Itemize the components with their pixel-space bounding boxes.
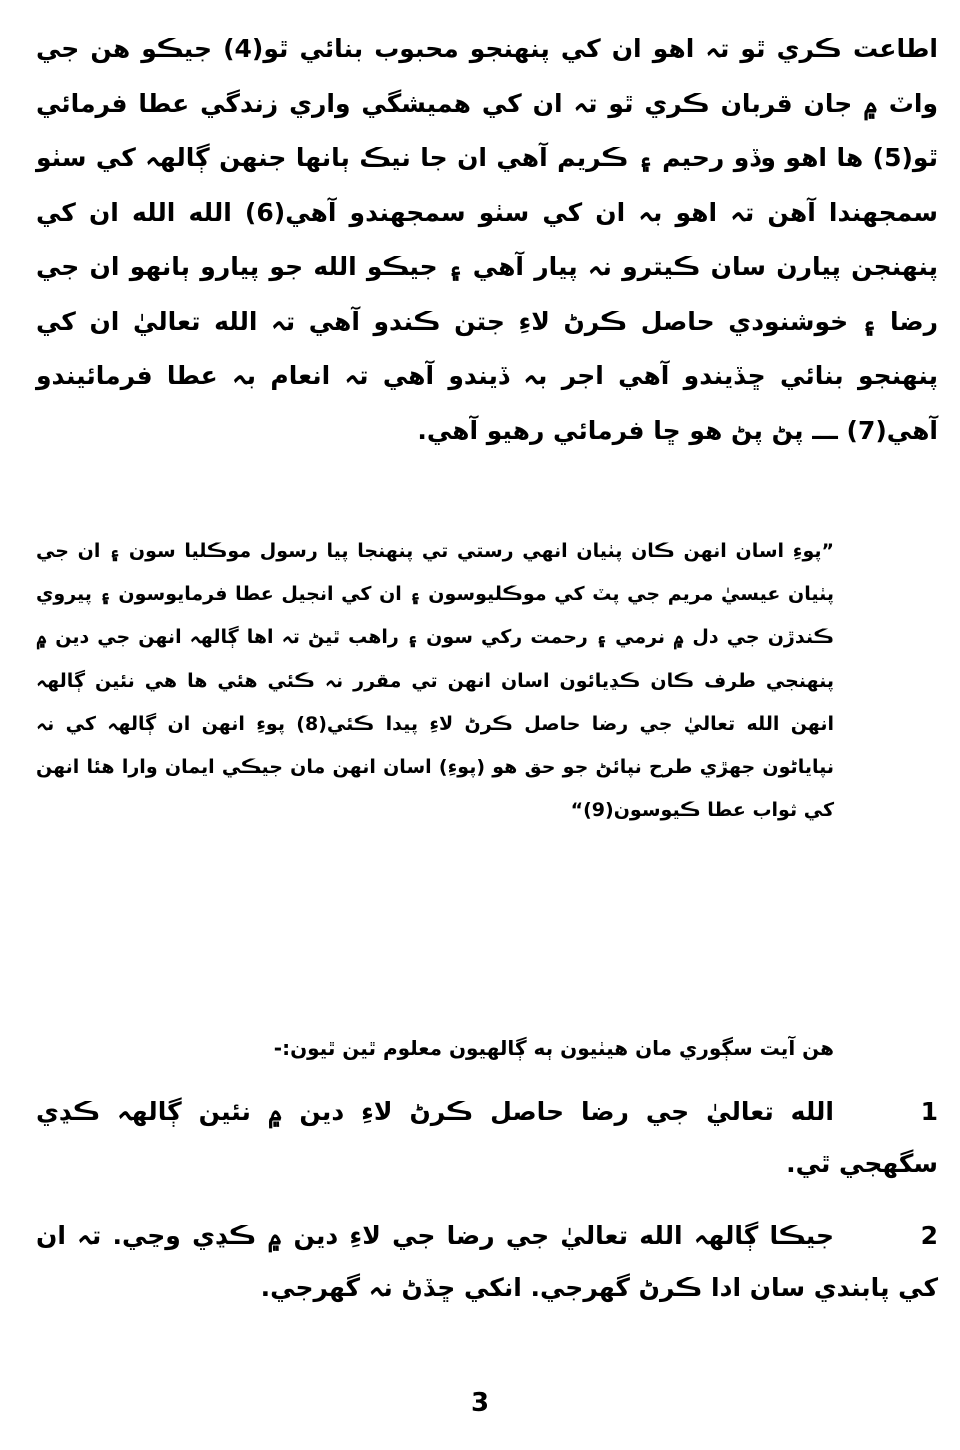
point-text: جيڪا ڳالهہ الله تعاليٰ جي رضا جي لاءِ دين ۾ ڪڍي وڃي. تہ ان کي پابندي سان ادا ڪرڻ گهرجي. انکي ڇڏڻ نہ گهرجي. bbox=[36, 1221, 938, 1302]
point-number: 1 bbox=[920, 1097, 938, 1126]
quranic-quote bbox=[36, 530, 834, 832]
point-number: 2 bbox=[920, 1221, 938, 1250]
numbered-point-1 bbox=[36, 1086, 938, 1190]
quote-text: ”پوءِ اسان انهن ڪان پٺيان انهي رستي تي پنهنجا پيا رسول موڪليا سون ۽ ان جي پٺيان عيسيٰ مريم جي پٽ کي موڪليوسون ۽ ان کي انجيل عطا فرمايوسون ۽ پيروي ڪندڙن جي دل ۾ نرمي ۽ رحمت رکي سون ۽ راهب ٿيڻ تہ اها ڳالهہ انهن جي دين ۾ پنهنجي طرف ڪان ڪڍيائون اسان انهن تي مقرر نہ ڪئي هئي ها هي نئين ڳالهہ انهن الله تعاليٰ جي رضا حاصل ڪرڻ لاءِ پيدا ڪئي(8) پوءِ انهن ان ڳالهہ کي نہ نپاياڻون جهڙي طرح نپائڻ جو حق هو (پوءِ) اسان انهن مان جيڪي ايمان وارا هئا انهن کي ثواب عطا ڪيوسون(9)“ bbox=[36, 540, 834, 822]
paragraph-text: اطاعت ڪري ٿو تہ اهو ان کي پنهنجو محبوب بنائي ٿو(4) جيڪو هن جي واٽ ۾ جان قربان ڪري ٿو تہ ان کي هميشگي واري زندگي عطا فرمائي ٿو(5) ها اهو وڏو رحيم ۽ ڪريم آهي ان جا نيڪ ٻانها جنهن ڳالهہ کي سٺو سمجهندا آهن تہ اهو بہ ان کي سٺو سمجهندو آهي(6) الله الله ان کي پنهنجن پيارن سان ڪيترو نہ پيار آهي ۽ جيڪو الله جو پيارو ٻانهو ان جي رضا ۽ خوشنودي حاصل ڪرڻ لاءِ جتن ڪندو آهي تہ الله تعاليٰ ان کي پنهنجو بنائي ڇڏيندو آهي اجر بہ ڏيندو آهي تہ انعام بہ عطا فرمائيندو آهي(7) ـــ پڻ پڻ هو ڇا فرمائي رهيو آهي. bbox=[36, 34, 939, 445]
main-paragraph bbox=[36, 22, 938, 458]
numbered-point-2 bbox=[36, 1210, 938, 1314]
conclusion-intro: هن آيت سڳوري مان هيٺيون ٻه ڳالهيون معلوم ٿين ٿيون:- bbox=[273, 1036, 834, 1060]
page-number: 3 bbox=[470, 1388, 490, 1418]
point-text: الله تعاليٰ جي رضا حاصل ڪرڻ لاءِ دين ۾ نئين ڳالهہ ڪڍي سگهجي ٿي. bbox=[36, 1097, 938, 1178]
